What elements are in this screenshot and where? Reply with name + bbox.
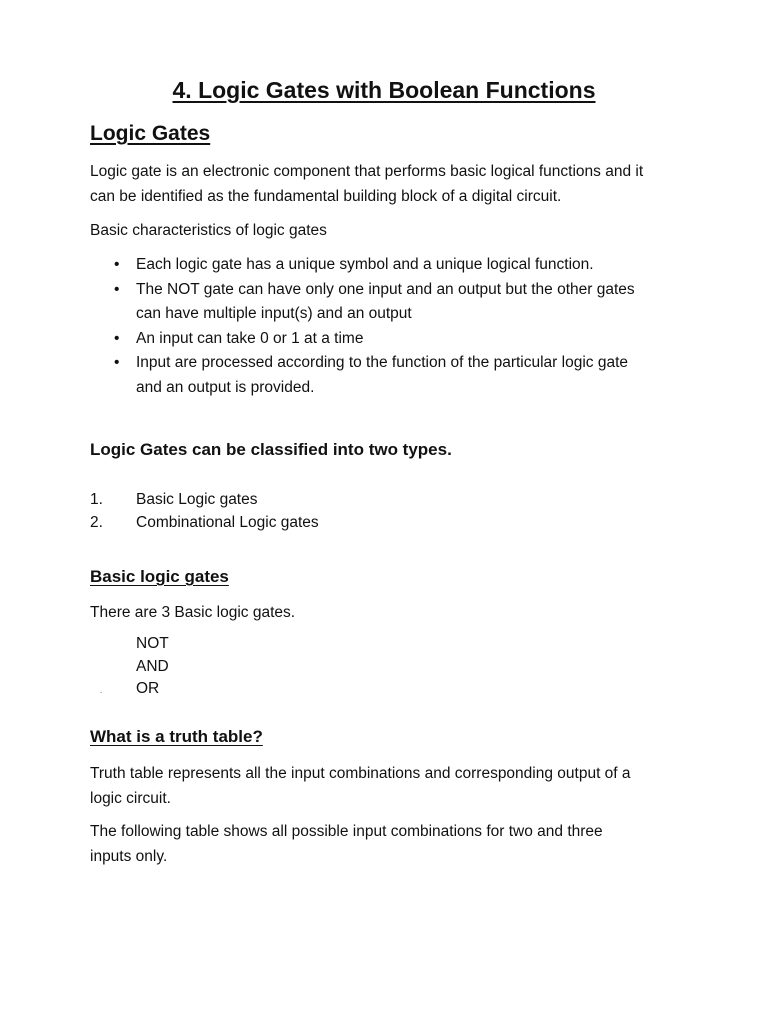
paragraph-line: inputs only. <box>90 848 168 865</box>
paragraph-line: Truth table represents all the input combinations and corresponding output of a <box>90 765 631 782</box>
list-item-text-cont: can have multiple input(s) and an output <box>136 305 412 322</box>
section-heading-logic-gates: Logic Gates <box>90 122 211 145</box>
list-item-text: The NOT gate can have only one input and an output but the other gates <box>136 280 635 298</box>
list-number: 1. <box>90 491 103 508</box>
basic-gates-intro: There are 3 Basic logic gates. <box>90 604 296 621</box>
gate-list <box>136 633 169 701</box>
list-item-text: Input are processed according to the function of the particular logic gate <box>136 354 628 371</box>
intro-line-1: Logic gate is an electronic component that performs basic logical functions and it <box>90 163 644 180</box>
classification-heading: Logic Gates can be classified into two types. <box>90 440 452 459</box>
bullet-icon: • <box>114 256 120 273</box>
list-item <box>110 327 680 352</box>
bullet-icon: • <box>114 280 120 298</box>
list-item <box>110 351 680 400</box>
characteristics-list <box>110 253 680 400</box>
gate-not: NOT <box>136 635 169 652</box>
gate-or: OR <box>136 680 160 697</box>
characteristics-label: Basic characteristics of logic gates <box>90 222 327 239</box>
list-item-text-cont: and an output is provided. <box>136 378 315 396</box>
list-item-text: Each logic gate has a unique symbol and a unique logical function. <box>136 256 594 273</box>
stray-mark: . <box>100 686 103 695</box>
intro-paragraph <box>90 159 690 209</box>
intro-line-2: can be identified as the fundamental building block of a digital circuit. <box>90 188 562 205</box>
basic-gates-heading: Basic logic gates <box>90 567 229 586</box>
truth-table-paragraph-1 <box>90 761 690 811</box>
paragraph-line: logic circuit. <box>90 790 171 807</box>
page-title: 4. Logic Gates with Boolean Functions <box>172 77 596 103</box>
list-item-text: Combinational Logic gates <box>136 514 319 531</box>
truth-table-paragraph-2 <box>90 819 690 869</box>
list-number: 2. <box>90 514 103 531</box>
list-item <box>110 278 680 327</box>
list-item-text: An input can take 0 or 1 at a time <box>136 329 364 347</box>
gate-and: AND <box>136 657 169 675</box>
list-item <box>110 253 680 278</box>
bullet-icon: • <box>114 354 120 371</box>
truth-table-heading: What is a truth table? <box>90 727 263 746</box>
list-item-text: Basic Logic gates <box>136 491 258 508</box>
bullet-icon: • <box>114 329 120 347</box>
paragraph-line: The following table shows all possible input combinations for two and three <box>90 823 603 840</box>
